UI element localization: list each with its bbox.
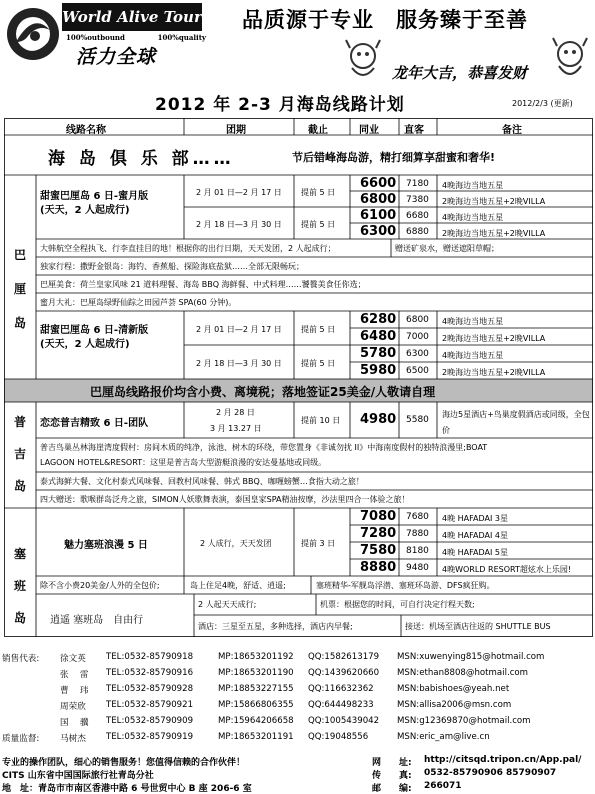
brand-english: World Alive Tour: [62, 3, 202, 31]
club-title: 海 岛 俱 乐 部……: [48, 149, 235, 169]
phuket-deadline: 提前 10 日: [301, 416, 341, 425]
contact-tel: TEL:0532-85790921: [106, 700, 194, 710]
col-deadline: 截止: [308, 125, 328, 136]
bali-pkg2-date: 2 月 18 日—3 月 30 日: [196, 359, 282, 368]
footer: [2, 755, 592, 793]
saipan-info: 岛上住足4晚，舒适、逍遥;: [190, 581, 286, 590]
bali-price-note: 巴厘岛线路报价均含小费、离境税；落地签证25美金/人敬请自理: [90, 385, 436, 399]
saipan-free-name: 逍遥 塞班岛 自由行: [50, 615, 144, 626]
contact-qq: QQ:1005439042: [308, 716, 380, 726]
tag-quality: 100%quality: [157, 33, 206, 42]
greeting: 龙年大吉，恭喜发财: [392, 64, 528, 82]
contact-msn[interactable]: MSN:ethan8808@hotmail.com: [397, 668, 529, 678]
world-alive-tour-logo-icon: [4, 2, 62, 66]
contact-qq: QQ:1439620660: [308, 668, 380, 678]
qc-label: 质量监督:: [2, 734, 40, 744]
footer-post: 266071: [424, 781, 462, 791]
footer-post-label: 邮 编:: [372, 784, 412, 794]
price-trade: 6280: [360, 312, 397, 327]
bali-pkg1-date: 2 月 18 日—3 月 30 日: [196, 220, 282, 229]
contact-name: 曹 玮: [60, 686, 89, 696]
price-trade: 6300: [360, 224, 397, 239]
bali-pkg1-deadline: 提前 5 日: [301, 188, 336, 197]
contact-qq: QQ:644498233: [308, 700, 374, 710]
footer-fax: 0532-85790906 85790907: [424, 768, 557, 778]
contact-msn[interactable]: MSN:allisa2006@msn.com: [397, 700, 512, 710]
price-retail: 6500: [406, 366, 429, 376]
footer-address: 地 址：青岛市市南区香港中路 6 号世贸中心 B 座 206-6 室: [2, 784, 252, 794]
saipan-pkg-name: 魅力塞班浪漫 5 日: [64, 540, 148, 551]
remark: 2晚海边当地五星+2晚VILLA: [442, 229, 546, 238]
price-trade: 7580: [360, 543, 397, 558]
sales-contacts: [2, 652, 592, 752]
contact-mobile: MP:18653201192: [218, 652, 294, 662]
contact-tel: TEL:0532-85790909: [106, 716, 194, 726]
contact-mobile: MP:15866806355: [218, 700, 294, 710]
remark: 2晚海边当地五星+2晚VILLA: [442, 197, 546, 206]
club-slogan: 节后错峰海岛游，精打细算享甜蜜和奢华!: [292, 151, 496, 164]
price-retail: 6680: [406, 211, 429, 221]
contact-mobile: MP:15964206658: [218, 716, 294, 726]
remark: 4晚海边当地五星: [442, 351, 504, 360]
contact-msn[interactable]: MSN:babishoes@yeah.net: [397, 684, 510, 694]
brand-tags: [66, 33, 206, 42]
contact-msn[interactable]: MSN:eric_am@live.cn: [397, 732, 490, 742]
remark: 2晚海边当地五星+2晚VILLA: [442, 368, 546, 377]
col-retail-price: 直客: [404, 125, 424, 136]
phuket-feature: 泰式海鲜大餐、文化村泰式风味餐、回教村风味餐、韩式 BBQ、咖喱螃蟹…食指大动之旅！: [40, 477, 364, 486]
footer-company: CITS 山东省中国国际旅行社青岛分社: [2, 771, 154, 781]
price-retail: 6880: [406, 227, 429, 237]
page-title: 2012 年 2-3 月海岛线路计划: [155, 95, 405, 115]
bali-gift: 赠送矿泉水，赠送遮阳草帽；: [395, 244, 499, 253]
bali-feature: 独家行程：撒野金银岛：海钓、香蕉船、探险海底盐狱……全部无限畅玩；: [40, 262, 304, 271]
contact-qq: QQ:116632362: [308, 684, 374, 694]
contact-tel: TEL:0532-85790928: [106, 684, 194, 694]
price-retail: 6800: [406, 315, 429, 325]
col-route-name: 线路名称: [66, 125, 106, 136]
update-date: 2012/2/3 (更新): [512, 99, 573, 108]
contact-row: [2, 668, 592, 683]
bali-feature: 大韩航空全程执飞、行李直挂目的地！根据你的出行日期，天天发团，2 人起成行；: [40, 244, 336, 253]
saipan-date: 2 人成行，天天发团: [200, 539, 272, 548]
bali-feature: 巴厘美食：荷兰皇家风味 21 道料理餐、海岛 BBQ 海鲜餐、中式料理……饕餮美食任你选；: [40, 280, 366, 289]
remark: 4晚 HAFADAI 3星: [442, 514, 508, 523]
price-retail: 7380: [406, 195, 429, 205]
remark: 4晚 HAFADAI 4星: [442, 531, 508, 540]
saipan-info: 塞班精华-军舰岛浮潜、塞班环岛游、DFS疯狂购。: [316, 581, 495, 590]
contact-name: 马树杰: [60, 734, 86, 744]
remark: 4晚 HAFADAI 5星: [442, 548, 508, 557]
price-retail: 8180: [406, 546, 429, 556]
price-retail: 7000: [406, 332, 429, 342]
phuket-island-name: 普 吉 岛: [14, 415, 27, 493]
saipan-extra: 机票：根据您的时间，可自行决定行程天数;: [320, 600, 475, 609]
footer-fax-label: 传 真:: [372, 771, 412, 781]
bali-pkg1-date: 2 月 01 日—2 月 17 日: [196, 188, 282, 197]
contact-name: 徐文英: [60, 654, 86, 664]
bali-pkg2-deadline: 提前 5 日: [301, 359, 336, 368]
contact-mobile: MP:18853227155: [218, 684, 294, 694]
dragon-mascot-icon: [548, 36, 592, 84]
contact-mobile: MP:18653201191: [218, 732, 294, 742]
footer-web-link[interactable]: http://citsqd.tripon.cn/App.pal/: [424, 755, 582, 765]
bali-pkg2-date: 2 月 01 日—2 月 17 日: [196, 325, 282, 334]
price-trade: 5780: [360, 346, 397, 361]
saipan-info: 除不含小费20美金/人外的全包价;: [40, 581, 160, 590]
footer-web-label: 网 址:: [372, 758, 412, 768]
contact-qq: QQ:1582613179: [308, 652, 380, 662]
price-trade: 6480: [360, 329, 397, 344]
remark: 2晚海边当地五星+2晚VILLA: [442, 334, 546, 343]
contact-msn[interactable]: MSN:g12369870@hotmail.com: [397, 716, 531, 726]
remark: 4晚海边当地五星: [442, 213, 504, 222]
price-trade: 8880: [360, 560, 397, 575]
price-trade: 6100: [360, 208, 397, 223]
contact-tel: TEL:0532-85790919: [106, 732, 194, 742]
remark: 4晚WORLD RESORT超炫水上乐园!: [442, 565, 572, 574]
remark: 4晚海边当地五星: [442, 181, 504, 190]
contact-tel: TEL:0532-85790916: [106, 668, 194, 678]
contact-row: [2, 700, 592, 715]
contact-name: 周荣欣: [60, 702, 86, 712]
saipan-extra: 接送：机场至酒店往返的 SHUTTLE BUS: [405, 622, 551, 631]
price-trade: 5980: [360, 363, 397, 378]
price-trade: 6600: [360, 176, 397, 191]
contact-row: [2, 652, 592, 667]
contact-row: [2, 684, 592, 699]
bali-feature: 蜜月大礼：巴厘岛绿野仙踪之田园芦荟 SPA(60 分钟)。: [40, 298, 237, 307]
footer-motto: 专业的操作团队，细心的销售服务！您值得信赖的合作伙伴！: [2, 758, 246, 768]
contact-qq: QQ:19048556: [308, 732, 369, 742]
header-slogan: 品质源于专业 服务臻于至善: [242, 7, 528, 32]
contact-name: 国 骥: [60, 718, 89, 728]
bali-pkg2-deadline: 提前 5 日: [301, 325, 336, 334]
col-trade-price: 同业: [359, 125, 379, 136]
contact-name: 张 雷: [60, 670, 89, 680]
price-trade: 4980: [360, 412, 397, 427]
phuket-pkg-name: 恋恋普吉精致 6 日-团队: [40, 418, 149, 429]
phuket-feature: LAGOON HOTEL&RESORT：这里是普吉岛大型游艇浪漫的安达曼基地或同级。: [40, 458, 327, 467]
price-trade: 6800: [360, 192, 397, 207]
contact-mobile: MP:18653201190: [218, 668, 294, 678]
col-dates: 团期: [226, 125, 246, 136]
remark: 4晚海边当地五星: [442, 317, 504, 326]
price-trade: 7280: [360, 526, 397, 541]
remark: 海边5星酒店+鸟巢度假酒店或同级，全包价: [442, 410, 590, 435]
price-trade: 7080: [360, 509, 397, 524]
price-retail: 7680: [406, 512, 429, 522]
bali-island-name: 巴 厘 岛: [14, 248, 27, 330]
brand-chinese: 活力全球: [76, 46, 157, 68]
contact-row: [2, 732, 592, 747]
phuket-date: 2 月 28 日: [216, 408, 255, 417]
price-retail: 5580: [406, 415, 429, 425]
price-retail: 9480: [406, 563, 429, 573]
tag-outbound: 100%outbound: [66, 33, 125, 42]
contact-row: [2, 716, 592, 731]
contact-tel: TEL:0532-85790918: [106, 652, 194, 662]
price-retail: 7880: [406, 529, 429, 539]
price-retail: 7180: [406, 179, 429, 189]
saipan-deadline: 提前 3 日: [301, 539, 336, 548]
price-retail: 6300: [406, 349, 429, 359]
contact-msn[interactable]: MSN:xuwenying815@hotmail.com: [397, 652, 545, 662]
phuket-date: 3 月 13.27 日: [210, 424, 262, 433]
sales-label: 销售代表:: [2, 654, 40, 664]
saipan-island-name: 塞 班 岛: [14, 547, 27, 625]
col-remarks: 备注: [502, 125, 522, 136]
route-table: [4, 118, 593, 637]
phuket-feature: 四大赠送：歌喉群岛泛舟之旅，SIMON人妖歌舞表演，泰国皇家SPA精油按摩，沙法里四合一体验之旅！: [40, 495, 410, 504]
phuket-feature: 普吉鸟巢丛林海崖湾度假村：房间木质的纯净，泳池、树木的环绕，带您置身《非诚勿扰 II》中海南度假村的独特浪漫里;BOAT: [40, 443, 488, 452]
dragon-mascot-icon: [340, 38, 386, 82]
bali-pkg1-name: 甜蜜巴厘岛 6 日-蜜月版 (天天，2 人起成行): [40, 191, 149, 216]
bali-pkg1-deadline: 提前 5 日: [301, 220, 336, 229]
saipan-extra: 2 人起天天成行;: [198, 600, 257, 609]
bali-pkg2-name: 甜蜜巴厘岛 6 日-清新版 (天天，2 人起成行): [40, 325, 149, 350]
saipan-extra: 酒店：三星至五星，多种选择，酒店内早餐;: [198, 622, 353, 631]
